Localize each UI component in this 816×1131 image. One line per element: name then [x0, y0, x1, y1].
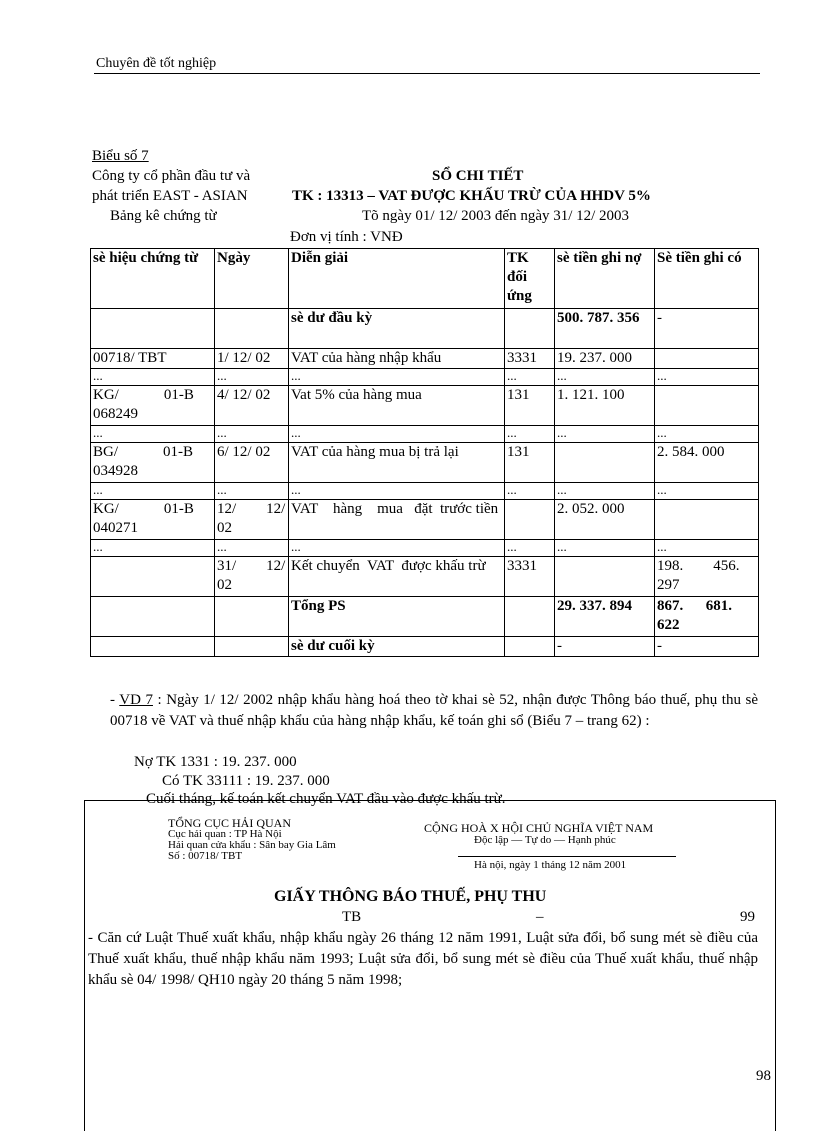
ledger-title: SỔ CHI TIẾT: [432, 168, 524, 184]
cell-date: [215, 309, 289, 349]
ledger-table: [90, 248, 759, 657]
currency-unit: Đơn vị tính : VNĐ: [290, 229, 403, 245]
cell-doc: [91, 557, 215, 597]
cell-debit: 29. 337. 894: [555, 597, 655, 637]
notice-motto: Độc lập — Tự do — Hạnh phúc: [474, 834, 616, 846]
cell-credit: [655, 349, 759, 369]
notice-agency: TỔNG CỤC HẢI QUAN: [168, 816, 291, 830]
cell-desc: sè dư đầu kỳ: [289, 309, 505, 349]
cell-credit: 867. 681. 622: [655, 597, 759, 637]
table-row: [91, 369, 759, 386]
cell-acct: [505, 637, 555, 657]
example-dash: -: [110, 692, 120, 708]
cell-credit: ...: [655, 426, 759, 443]
cell-doc: [91, 597, 215, 637]
cell-desc: sè dư cuối kỳ: [289, 637, 505, 657]
header-description: Diễn giải: [289, 249, 505, 309]
cell-debit: -: [555, 637, 655, 657]
table-header-row: [91, 249, 759, 309]
cell-desc: ...: [289, 540, 505, 557]
page-header-title: Chuyên đề tốt nghiệp: [96, 56, 217, 71]
company-line-1: Công ty cổ phần đầu tư và: [92, 168, 251, 184]
notice-place-date: Hà nội, ngày 1 tháng 12 năm 2001: [474, 859, 627, 871]
cell-desc: ...: [289, 369, 505, 386]
cell-desc: Kết chuyển VAT được khấu trừ: [289, 557, 505, 597]
notice-office: Cục hải quan : TP Hà Nội: [168, 828, 282, 840]
cell-debit: ...: [555, 426, 655, 443]
cell-doc: [91, 637, 215, 657]
table-row: [91, 309, 759, 349]
cell-credit: 198. 456. 297: [655, 557, 759, 597]
cell-date: ...: [215, 426, 289, 443]
cell-debit: [555, 443, 655, 483]
cell-desc: VAT của hàng mua bị trả lại: [289, 443, 505, 483]
cell-doc: KG/ 01-B 068249: [91, 386, 215, 426]
cell-debit: 500. 787. 356: [555, 309, 655, 349]
cell-desc: ...: [289, 483, 505, 500]
page-number: 98: [756, 1068, 771, 1084]
notice-code-tb: TB: [342, 909, 362, 925]
cell-acct: [505, 309, 555, 349]
cell-credit: ...: [655, 483, 759, 500]
cell-credit: -: [655, 309, 759, 349]
cell-debit: 1. 121. 100: [555, 386, 655, 426]
cell-date: 12/ 12/ 02: [215, 500, 289, 540]
cell-acct: ...: [505, 426, 555, 443]
cell-doc: ...: [91, 540, 215, 557]
table-row: [91, 500, 759, 540]
cell-desc: ...: [289, 426, 505, 443]
table-row-closing: [91, 637, 759, 657]
cell-debit: ...: [555, 540, 655, 557]
table-row: [91, 386, 759, 426]
cell-acct: [505, 597, 555, 637]
cell-date: 31/ 12/ 02: [215, 557, 289, 597]
cell-acct: 3331: [505, 557, 555, 597]
cell-debit: 2. 052. 000: [555, 500, 655, 540]
ledger-account: TK : 13313 – VAT ĐƯỢC KHẤU TRỪ CỦA HHDV 5%: [292, 188, 651, 204]
notice-gate: Hải quan cửa khẩu : Sân bay Gia Lâm: [168, 839, 336, 851]
table-row: [91, 443, 759, 483]
cell-date: 4/ 12/ 02: [215, 386, 289, 426]
notice-code-number: 99: [740, 909, 755, 925]
cell-desc: Vat 5% của hàng mua: [289, 386, 505, 426]
cell-credit: [655, 500, 759, 540]
cell-doc: ...: [91, 483, 215, 500]
cell-credit: -: [655, 637, 759, 657]
table-row: [91, 426, 759, 443]
table-row: [91, 349, 759, 369]
example-text: : Ngày 1/ 12/ 2002 nhập khẩu hàng hoá theo tờ khai sè 52, nhận được Thông báo thuế, phụ thu sè 00718 về VAT và thuế nhập khẩu của hàng nhập khẩu, kế toán ghi sổ (Biểu 7 – trang 62) :: [110, 692, 758, 729]
cell-date: ...: [215, 540, 289, 557]
header-counter-account: TK đối ứng: [505, 249, 555, 309]
table-row-total: [91, 597, 759, 637]
cell-acct: 3331: [505, 349, 555, 369]
header-date: Ngày: [215, 249, 289, 309]
cell-debit: [555, 557, 655, 597]
cell-acct: 131: [505, 443, 555, 483]
cell-desc: VAT hàng mua đặt trước tiền: [289, 500, 505, 540]
cell-date: ...: [215, 369, 289, 386]
cell-date: 6/ 12/ 02: [215, 443, 289, 483]
cell-doc: BG/ 01-B 034928: [91, 443, 215, 483]
cell-debit: ...: [555, 483, 655, 500]
cell-date: 1/ 12/ 02: [215, 349, 289, 369]
header-credit: Sè tiền ghi có: [655, 249, 759, 309]
cell-acct: ...: [505, 483, 555, 500]
cell-acct: 131: [505, 386, 555, 426]
notice-code-dash: –: [536, 909, 544, 925]
cell-acct: ...: [505, 369, 555, 386]
source-label: Bảng kê chứng từ: [110, 208, 217, 224]
cell-doc: ...: [91, 369, 215, 386]
header-divider: [94, 73, 760, 74]
header-debit: sè tiền ghi nợ: [555, 249, 655, 309]
cell-doc: KG/ 01-B 040271: [91, 500, 215, 540]
cell-desc: VAT của hàng nhập khẩu: [289, 349, 505, 369]
notice-number: Số : 00718/ TBT: [168, 850, 243, 862]
closing-note: Cuối tháng, kế toán kết chuyển VAT đầu vào được khấu trừ.: [146, 791, 506, 807]
header-doc-number: sè hiệu chứng từ: [91, 249, 215, 309]
table-row: [91, 540, 759, 557]
cell-date: [215, 597, 289, 637]
notice-title: GIẤY THÔNG BÁO THUẾ, PHỤ THU: [274, 888, 547, 905]
cell-doc: 00718/ TBT: [91, 349, 215, 369]
example-label: VD 7: [119, 692, 153, 708]
cell-acct: [505, 500, 555, 540]
notice-republic: CỘNG HOÀ X HỘI CHỦ NGHĨA VIỆT NAM: [424, 821, 654, 835]
company-line-2: phát triển EAST - ASIAN: [92, 188, 248, 204]
notice-divider: [458, 856, 676, 857]
cell-credit: 2. 584. 000: [655, 443, 759, 483]
cell-credit: ...: [655, 369, 759, 386]
notice-paragraph: - Căn cứ Luật Thuế xuất khẩu, nhập khẩu ngày 26 tháng 12 năm 1991, Luật sửa đổi, bổ sung mét sè điều của Thuế xuất khẩu, thuế nhập khẩu năm 1993; Luật sửa đổi, bổ sung mét sè điều của Thuế xuất khẩu, thuế nhập khẩu sè 04/ 1998/ QH10 ngày 20 tháng 5 năm 1998;: [88, 930, 758, 988]
debit-entry: Nợ TK 1331 : 19. 237. 000: [134, 754, 297, 770]
credit-entry: Có TK 33111 : 19. 237. 000: [162, 773, 330, 789]
example-paragraph: [110, 690, 758, 732]
cell-date: ...: [215, 483, 289, 500]
cell-date: [215, 637, 289, 657]
cell-debit: 19. 237. 000: [555, 349, 655, 369]
ledger-period: Tõ ngày 01/ 12/ 2003 đến ngày 31/ 12/ 2003: [362, 208, 630, 224]
cell-credit: [655, 386, 759, 426]
form-label: Biểu số 7: [92, 148, 149, 164]
cell-doc: ...: [91, 426, 215, 443]
cell-doc: [91, 309, 215, 349]
cell-credit: ...: [655, 540, 759, 557]
cell-acct: ...: [505, 540, 555, 557]
cell-debit: ...: [555, 369, 655, 386]
table-row: [91, 483, 759, 500]
table-row: [91, 557, 759, 597]
cell-desc: Tổng PS: [289, 597, 505, 637]
